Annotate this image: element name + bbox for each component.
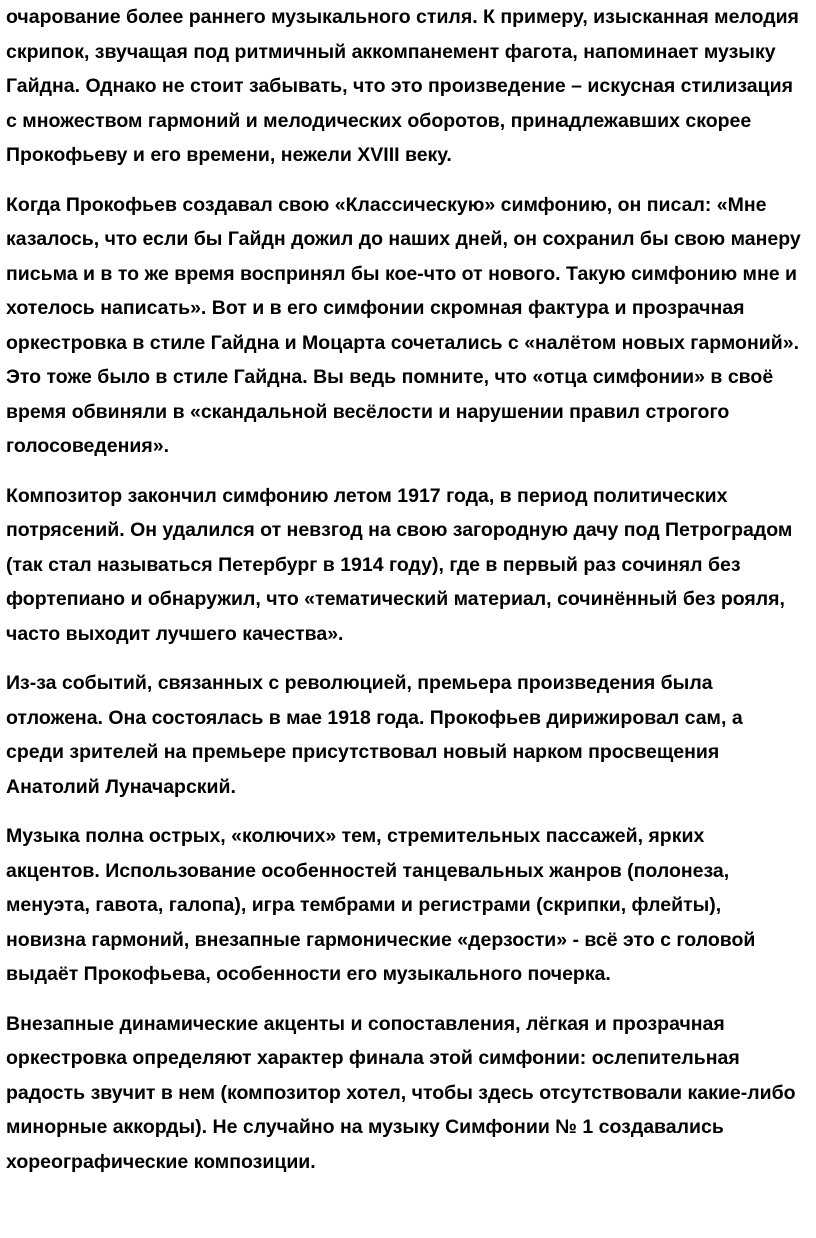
paragraph-2: Когда Прокофьев создавал свою «Классическую» симфонию, он писал: «Мне казалось, что если бы Гайдн дожил до наших дней, он сохранил бы свою манеру письма и в то же время воспринял бы кое-что от нового. Такую симфонию мне и хотелось написать». Вот и в его симфонии скромная фактура и прозрачная оркестровка в стиле Гайдна и Моцарта сочетались с «налётом новых гармоний». Это тоже было в стиле Гайдна. Вы ведь помните, что «отца симфонии» в своё время обвиняли в «скандальной весёлости и нарушении правил строгого голосоведения». (6, 193, 801, 457)
paragraph-5: Музыка полна острых, «колючих» тем, стремительных пассажей, ярких акцентов. Использование особенностей танцевальных жанров (полонеза, менуэта, гавота, галопа), игра тембрами и регистрами (скрипки, флейты), новизна гармоний, внезапные гармонические «дерзости» - всё это с головой выдаёт Прокофьева, особенности его музыкального почерка. (6, 825, 756, 985)
paragraph-3: Композитор закончил симфонию летом 1917 года, в период политических потрясений. Он удалился от невзгод на свою загородную дачу под Петроградом (так стал называться Петербург в 1914 году), где в первый раз сочинял без фортепиано и обнаружил, что «тематический материал, сочинённый без рояля, часто выходит лучшего качества». (6, 484, 793, 645)
paragraph-1: очарование более раннего музыкального стиля. К примеру, изысканная мелодия скрипок, звучащая под ритмичный аккомпанемент фагота, напоминает музыку Гайдна. Однако не стоит забывать, что это произведение – искусная стилизация с множеством гармоний и мелодических оборотов, принадлежавших скорее Прокофьеву и его времени, нежели XVIII веку. (6, 6, 799, 166)
paragraph-4: Из-за событий, связанных с революцией, премьера произведения была отложена. Она состоялась в мае 1918 года. Прокофьев дирижировал сам, а среди зрителей на премьере присутствовал новый нарком просвещения Анатолий Луначарский. (6, 672, 743, 798)
paragraph-6: Внезапные динамические акценты и сопоставления, лёгкая и прозрачная оркестровка определяют характер финала этой симфонии: ослепительная радость звучит в нем (композитор хотел, чтобы здесь отсутствовали какие-либо минорные аккорды). Не случайно на музыку Симфонии № 1 создавались хореографические композиции. (6, 1012, 796, 1173)
